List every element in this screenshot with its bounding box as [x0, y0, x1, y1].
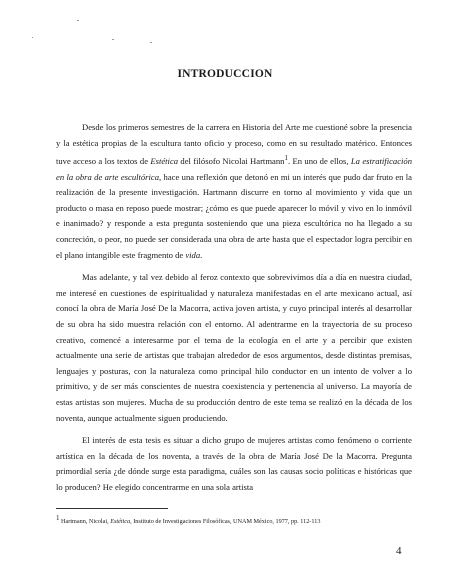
paragraph-1-text-c: . En uno de ellos,: [288, 156, 351, 167]
scan-speck: [77, 20, 79, 21]
scan-speck: [150, 42, 152, 43]
emphasis-vida: vida: [185, 249, 201, 260]
footnote-citation: Instituto de Investigaciones Filosóficas, UNAM México, 1977, pp. 112-113: [131, 518, 321, 526]
footnote-reference[interactable]: 1: [284, 154, 288, 163]
footnote: [56, 514, 416, 526]
book-title-estetica: Estética: [150, 156, 179, 167]
page-number: 4: [396, 545, 402, 557]
paragraph-1: [56, 120, 412, 263]
essay-title: La estratificación en la obra de arte escultórica,: [56, 156, 412, 182]
paragraph-1-text-a: Desde los primeros semestres de la carrera en Historia del Arte me cuestioné sobre la presencia y la estética propias de la escultura tanto oficio y proceso, como en su resultado matérico. Entonces tuve acceso a los textos de: [56, 122, 412, 167]
paragraph-1-text-e: .: [200, 249, 203, 260]
footnote-author: Hartmann, Nicolai,: [61, 518, 111, 526]
paragraph-1-text-b: del filósofo Nicolai Hartmann: [178, 156, 285, 167]
paragraph-2: Mas adelante, y tal vez debido al feroz contexto que sobrevivimos día a día en nuestra ciudad, me interesé en cuestiones de espiritualidad y naturaleza manifestadas en el arte mexicano actual, así conocí la obra de María José De la Macorra, activa joven artista, y cuyo principal interés al desarrollar de su obra ha sido muestra relación con el entorno. Al adentrarme en la trayectoria de su proceso creativo, comencé a interesarme por el tema de la ecología en el arte y a percibir que existen actualmente una serie de artistas que trabajan alrededor de esos argumentos, desde distintas premisas, lenguajes y posturas, con la naturaleza como principal hilo conductor en un intento de volver a lo primitivo, y de ser más conscientes de nuestra coexistencia y pertenencia al universo. La mayoría de estas artistas son mujeres. Mucha de su producción dentro de este tema se realizó en la década de los noventa, aunque actualmente siguen produciendo.: [56, 272, 412, 423]
paragraph-3: El interés de esta tesis es situar a dicho grupo de mujeres artistas como fenómeno o corriente artística en la década de los noventa, a través de la obra de María José De la Macorra. Pregunta primordial sería ¿de dónde surge esta paradigma, cuáles son las causas socio políticas e históricas que lo producen? He elegido concentrarme en una sola artista: [56, 435, 412, 492]
body-text: [56, 120, 412, 503]
scan-speck: [32, 37, 33, 38]
footnote-divider: [56, 508, 168, 509]
page-title: INTRODUCCION: [177, 68, 273, 80]
paragraph-1-text-d: hace una reflexión que detonó en mi un interés que pudo dar fruto en la realización de la presente investigación. Hartmann discurre en torno al movimiento y vida que un producto o masa en reposo puede mostrar; ¿cómo es que puede aparecer lo móvil y vivo en lo inmóvil e inanimado? y responde a esta pregunta sosteniendo que una pieza escultórica no ha llegado a su concreción, o peor, no puede ser considerada una obra de arte hasta que el espectador logra percibir en el plano intangible este fragmento de: [56, 171, 412, 260]
footnote-marker: 1: [56, 514, 60, 522]
scan-speck: [112, 39, 114, 40]
footnote-title: Estética,: [110, 518, 132, 526]
